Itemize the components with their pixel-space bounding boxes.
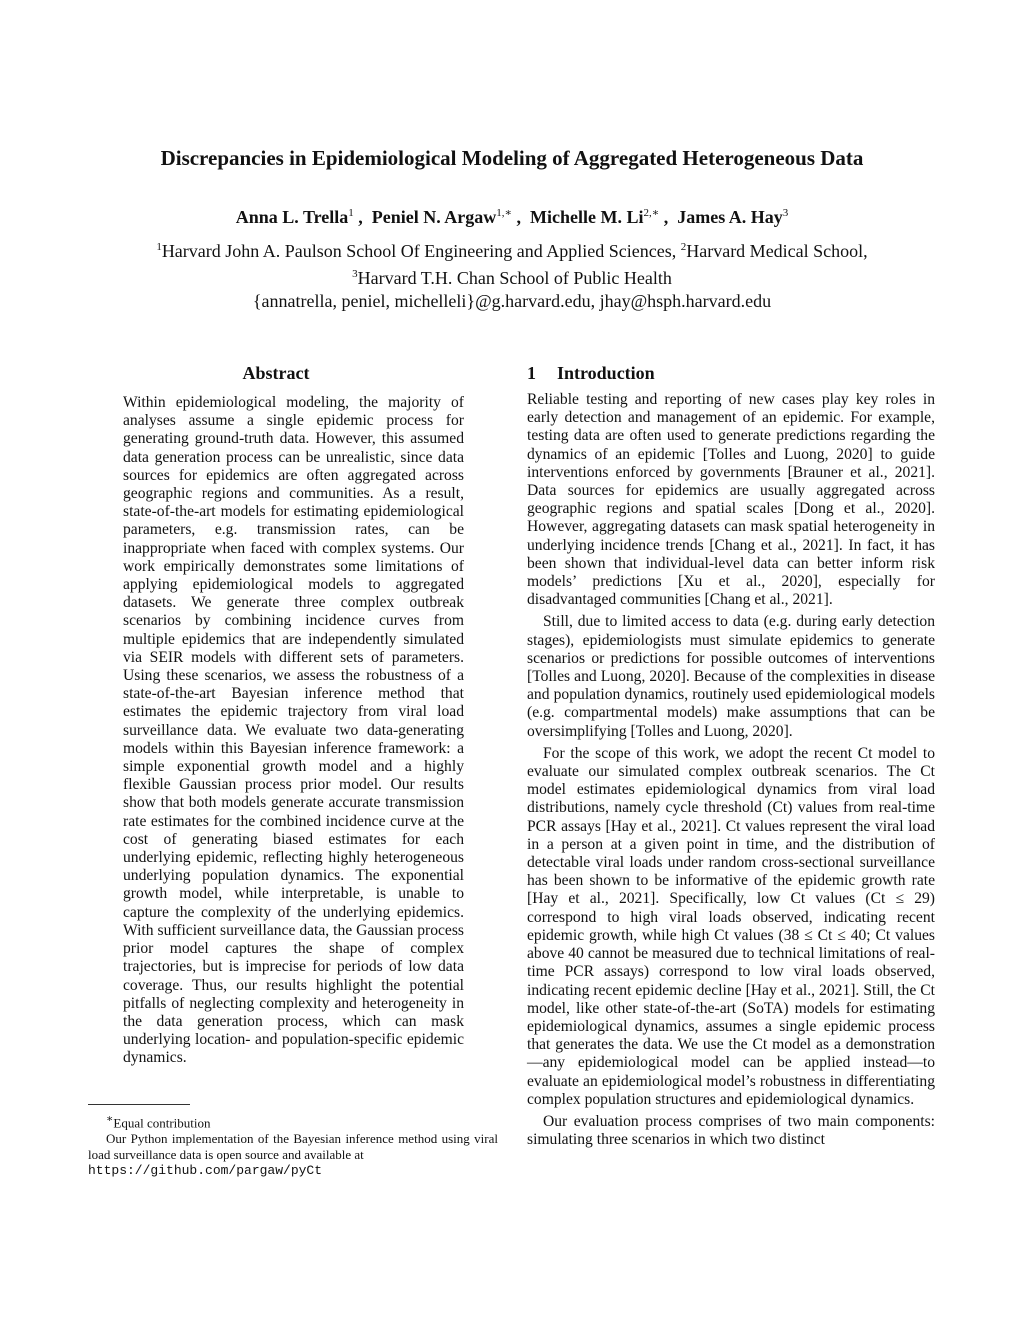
- affiliation-3: Harvard T.H. Chan School of Public Health: [357, 268, 672, 288]
- footnote-sup: ∗: [106, 1113, 114, 1125]
- author-name: James A. Hay: [677, 207, 783, 227]
- footnote-equal-contribution: [88, 1111, 498, 1131]
- intro-paragraph-2: Still, due to limited access to data (e.g. during early detection stages), epidemiologists must simulate epidemics to generate scenarios or predictions for possible outcomes of interventions [Tolles and Luong, 2020]. Because of the complexities in disease and population dynamics, routinely used epidemiological models (e.g. compartmental models) make assumptions that can be oversimplifying [Tolles and Luong, 2020].: [527, 613, 935, 740]
- introduction-column: [527, 362, 935, 1149]
- author-sup: 2,∗: [643, 207, 660, 219]
- affil-sup: 2: [680, 241, 687, 253]
- abstract-text: Within epidemiological modeling, the majority of analyses assume a single epidemic process for generating ground-truth data. However, this assumed data generation process can be unrealistic, since data sources for epidemics are often aggregated across geographic regions and communities. As a result, state-of-the-art models for estimating epidemiological parameters, e.g. transmission rates, can be inappropriate when faced with complex systems. Our work empirically demonstrates some limitations of applying epidemiological models to aggregated datasets. We generate three complex outbreak scenarios by combining incidence curves from multiple epidemics that are independently simulated via SEIR models with different sets of parameters. Using these scenarios, we assess the robustness of a state-of-the-art Bayesian inference method that estimates the epidemic trajectory from viral load surveillance data. We evaluate two data-generating models within this Bayesian inference framework: a simple exponential growth model and a highly flexible Gaussian process prior model. Our results show that both models generate accurate transmission rate estimates for the combined incidence curve at the cost of generating biased estimates for each underlying epidemic, reflecting highly heterogeneous underlying population dynamics. The exponential growth model, while interpretable, is unable to capture the complexity of the underlying epidemics. With sufficient surveillance data, the Gaussian process prior model captures the shape of complex trajectories, but is imprecise for periods of low data coverage. Thus, our results highlight the potential pitfalls of neglecting complexity and heterogeneity in the data generation process, which can mask underlying location- and population-specific epidemic dynamics.: [123, 394, 464, 1067]
- footnote-code: [88, 1131, 498, 1163]
- author-name: Peniel N. Argaw: [371, 207, 497, 227]
- author-sup: 1: [348, 207, 354, 219]
- footnote-rule: [88, 1104, 190, 1105]
- author-list: Anna L. Trella$^1$ , Peniel N. Argaw$^{1,∗}$ , Michelle M. $Li^{2,∗}$ , James A. Hay$^3$: [235, 207, 789, 227]
- author-sup: 3: [782, 207, 789, 219]
- section-number: 1: [527, 363, 536, 383]
- author-name: Anna L. Trella: [235, 207, 349, 227]
- footnote-text: Our Python implementation of the Bayesian inference method using viral load surveillance data is open source and available at: [88, 1131, 498, 1163]
- author-name: Michelle M. Li: [530, 207, 644, 227]
- section-title: Introduction: [557, 363, 655, 383]
- affiliation-2: Harvard Medical School,: [686, 241, 868, 261]
- footnote-text: Equal contribution: [113, 1115, 211, 1131]
- abstract-heading: Abstract: [242, 363, 310, 383]
- affil-sup: 3: [352, 268, 358, 280]
- intro-paragraph-1: Reliable testing and reporting of new cases play key roles in early detection and management of an epidemic. For example, testing data are often used to generate predictions regarding the dynamics of an epidemic [Tolles and Luong, 2020] to guide interventions enforced by governments [Brauner et al., 2021]. Data sources for epidemics are usually aggregated across geographic regions and spatial scales [Dong et al., 2020]. However, aggregating datasets can mask spatial heterogeneity in underlying incidence trends [Chang et al., 2021]. In fact, it has been shown that individual-level data can better inform risk models’ predictions [Xu et al., 2020], especially for disadvantaged communities [Chang et al., 2021].: [527, 391, 935, 609]
- author-emails: {annatrella, peniel, michelleli}@g.harvard.edu, jhay@hsph.harvard.edu: [252, 291, 772, 311]
- intro-paragraph-4: Our evaluation process comprises of two main components: simulating three scenarios in which two distinct: [527, 1112, 935, 1149]
- affil-sup: 1: [156, 241, 162, 253]
- abstract-column: [88, 362, 464, 1068]
- affiliation-1: Harvard John A. Paulson School Of Engineering and Applied Sciences,: [161, 241, 681, 261]
- author-sup: 1,∗: [496, 207, 513, 219]
- section-heading: [527, 362, 935, 384]
- paper-title: Discrepancies in Epidemiological Modeling of Aggregated Heterogeneous Data: [160, 146, 864, 170]
- footnotes: [88, 1104, 498, 1179]
- repository-link[interactable]: https://github.com/pargaw/pyCt: [88, 1163, 323, 1179]
- intro-paragraph-3: For the scope of this work, we adopt the recent Ct model to evaluate our simulated complex outbreak scenarios. The Ct model estimates epidemiological dynamics from viral load distributions, namely cycle threshold (Ct) values from real-time PCR assays [Hay et al., 2021]. Ct values represent the viral load in a person at a given point in time, and the distribution of detectable viral loads under random cross-sectional surveillance has been shown to be informative of the epidemic growth rate [Hay et al., 2021]. Specifically, low Ct values (Ct ≤ 29) correspond to high viral loads observed, indicating recent epidemic growth, while high Ct values (38 ≤ Ct ≤ 40; Ct values above 40 cannot be measured due to technical limitations of real-time PCR assays) correspond to low viral loads observed, indicating recent epidemic decline [Hay et al., 2021]. Still, the Ct model, like other state-of-the-art (SoTA) models for estimating epidemiological dynamics, assumes a single epidemic process that generates the data. We use the Ct model as a demonstration—any epidemiological model can be applied instead—to evaluate an epidemiological model’s robustness in differentiating complex population structures and epidemiological dynamics.: [527, 744, 935, 1108]
- affiliations: [60, 236, 964, 313]
